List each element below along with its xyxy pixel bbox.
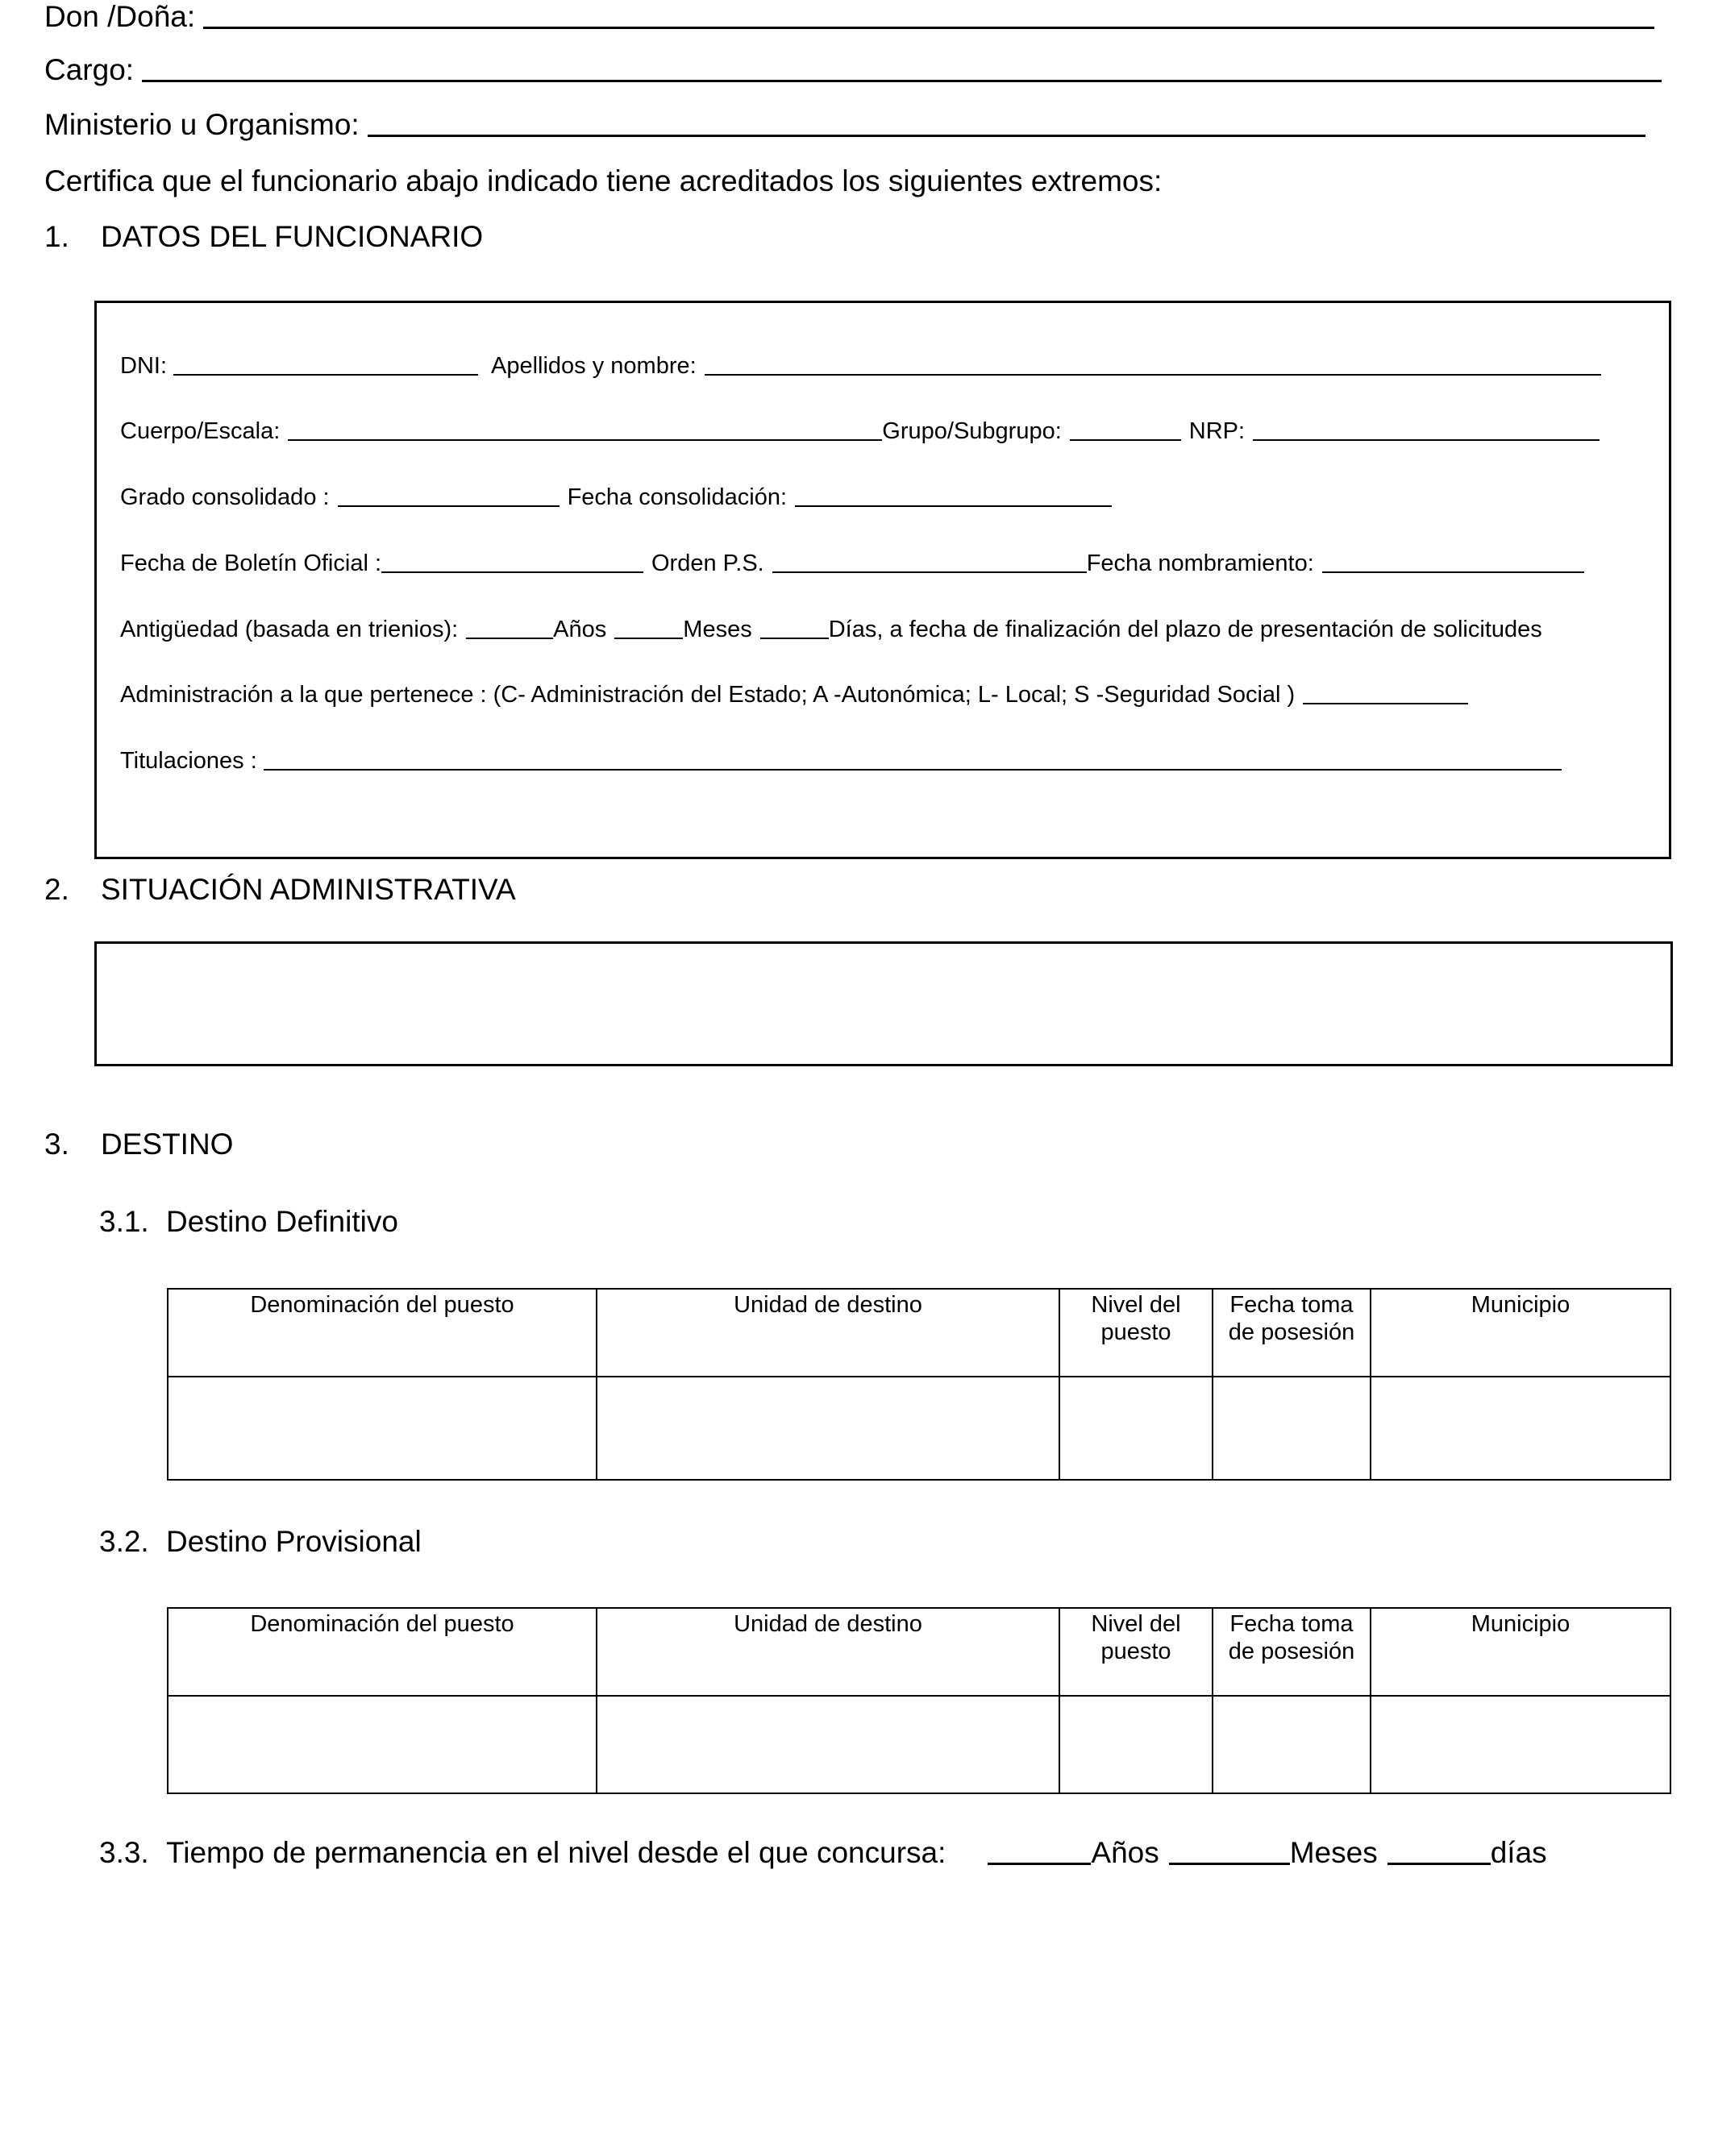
cargo-line	[44, 53, 1662, 87]
nrp-label: NRP:	[1188, 418, 1246, 444]
antiguedad-label: Antigüedad (basada en trienios):	[120, 617, 459, 642]
antiguedad-meses-field[interactable]	[614, 637, 683, 639]
fecha-boletin-field[interactable]	[381, 571, 643, 573]
cargo-field[interactable]	[142, 79, 1662, 82]
dias-label: Días, a fecha de finalización del plazo de presentación de solicitudes	[828, 617, 1542, 642]
administracion-field[interactable]	[1303, 702, 1468, 704]
meses-label: Meses	[1289, 1836, 1378, 1869]
table-header-row	[168, 1289, 1670, 1377]
boletin-row	[120, 550, 1584, 577]
titulaciones-field[interactable]	[264, 768, 1562, 771]
anos-label: Años	[553, 617, 607, 642]
don-label: Don /Doña:	[44, 0, 196, 33]
antiguedad-row	[120, 617, 1542, 643]
section3-heading	[44, 1128, 233, 1161]
permanencia-anos-field[interactable]	[988, 1862, 1091, 1865]
antiguedad-anos-field[interactable]	[466, 637, 553, 639]
destino-provisional-table	[167, 1607, 1671, 1794]
fecha-boletin-label: Fecha de Boletín Oficial :	[120, 550, 381, 576]
table-header-row	[168, 1608, 1670, 1696]
section2-number: 2.	[44, 873, 69, 906]
section3-3-title: Tiempo de permanencia en el nivel desde el que concursa:	[166, 1836, 946, 1869]
administracion-row	[120, 682, 1468, 708]
section1-title: DATOS DEL FUNCIONARIO	[101, 220, 484, 253]
grado-row	[120, 484, 1112, 511]
column-header: Fecha toma de posesión	[1213, 1289, 1371, 1377]
table-cell[interactable]	[597, 1696, 1059, 1793]
section3-number: 3.	[44, 1128, 69, 1161]
permanencia-dias-field[interactable]	[1387, 1862, 1491, 1865]
orden-field[interactable]	[772, 571, 1087, 573]
destino-definitivo-table	[167, 1288, 1671, 1481]
section3-1-title: Destino Definitivo	[166, 1205, 398, 1238]
funcionario-box	[94, 301, 1671, 859]
section3-1-number: 3.1.	[99, 1205, 149, 1238]
table-cell[interactable]	[597, 1377, 1059, 1480]
table-cell[interactable]	[168, 1696, 597, 1793]
section3-2-title: Destino Provisional	[166, 1525, 422, 1558]
table-cell[interactable]	[1371, 1377, 1670, 1480]
titulaciones-label: Titulaciones :	[120, 748, 257, 774]
table-cell[interactable]	[1213, 1377, 1371, 1480]
section3-3-number: 3.3.	[99, 1836, 149, 1869]
column-header: Municipio	[1371, 1289, 1670, 1377]
cuerpo-field[interactable]	[288, 438, 882, 441]
fecha-consolidacion-label: Fecha consolidación:	[567, 484, 788, 510]
column-header: Nivel del puesto	[1059, 1289, 1213, 1377]
dni-field[interactable]	[173, 373, 478, 376]
grado-field[interactable]	[338, 505, 560, 507]
ministerio-line	[44, 108, 1645, 142]
antiguedad-dias-field[interactable]	[760, 637, 829, 639]
certifica-text: Certifica que el funcionario abajo indicado tiene acreditados los siguientes extremos:	[44, 164, 1163, 197]
administracion-label: Administración a la que pertenece : (C- Administración del Estado; A -Autonómica; L- Local; S -Seguridad Social )	[120, 682, 1296, 708]
column-header: Denominación del puesto	[168, 1289, 597, 1377]
section1-heading	[44, 220, 483, 254]
section3-title: DESTINO	[101, 1128, 234, 1161]
grupo-field[interactable]	[1070, 438, 1181, 441]
cuerpo-row	[120, 418, 1600, 445]
dias-label: días	[1490, 1836, 1547, 1869]
table-cell[interactable]	[1213, 1696, 1371, 1793]
section2-title: SITUACIÓN ADMINISTRATIVA	[101, 873, 516, 906]
table-row	[168, 1696, 1670, 1793]
cargo-label: Cargo:	[44, 53, 135, 86]
section1-number: 1.	[44, 220, 69, 253]
column-header: Fecha toma de posesión	[1213, 1608, 1371, 1696]
don-field[interactable]	[203, 26, 1654, 29]
column-header: Unidad de destino	[597, 1289, 1059, 1377]
table-cell[interactable]	[1371, 1696, 1670, 1793]
section3-3-row	[99, 1836, 1547, 1870]
situacion-box[interactable]	[94, 941, 1673, 1066]
grupo-label: Grupo/Subgrupo:	[882, 418, 1062, 444]
table-cell[interactable]	[168, 1377, 597, 1480]
ministerio-field[interactable]	[368, 134, 1645, 137]
meses-label: Meses	[683, 617, 752, 642]
nrp-field[interactable]	[1253, 438, 1600, 441]
fecha-consolidacion-field[interactable]	[795, 505, 1112, 507]
apellidos-label: Apellidos y nombre:	[491, 353, 697, 379]
table-cell[interactable]	[1059, 1377, 1213, 1480]
column-header: Denominación del puesto	[168, 1608, 597, 1696]
dni-row	[120, 353, 1601, 380]
column-header: Nivel del puesto	[1059, 1608, 1213, 1696]
apellidos-field[interactable]	[705, 373, 1601, 376]
section3-2-heading	[99, 1525, 422, 1559]
ministerio-label: Ministerio u Organismo:	[44, 108, 360, 141]
fecha-nombramiento-field[interactable]	[1322, 571, 1584, 573]
column-header: Unidad de destino	[597, 1608, 1059, 1696]
grado-label: Grado consolidado :	[120, 484, 330, 510]
cuerpo-label: Cuerpo/Escala:	[120, 418, 281, 444]
dni-label: DNI:	[120, 353, 167, 379]
table-row	[168, 1377, 1670, 1480]
titulaciones-row	[120, 748, 1562, 775]
fecha-nombramiento-label: Fecha nombramiento:	[1086, 550, 1314, 576]
orden-label: Orden P.S.	[651, 550, 764, 576]
permanencia-meses-field[interactable]	[1169, 1862, 1290, 1865]
table-cell[interactable]	[1059, 1696, 1213, 1793]
anos-label: Años	[1091, 1836, 1159, 1869]
section3-1-heading	[99, 1205, 398, 1239]
column-header: Municipio	[1371, 1608, 1670, 1696]
section3-2-number: 3.2.	[99, 1525, 149, 1558]
don-line	[44, 0, 1654, 34]
section2-heading	[44, 873, 516, 907]
